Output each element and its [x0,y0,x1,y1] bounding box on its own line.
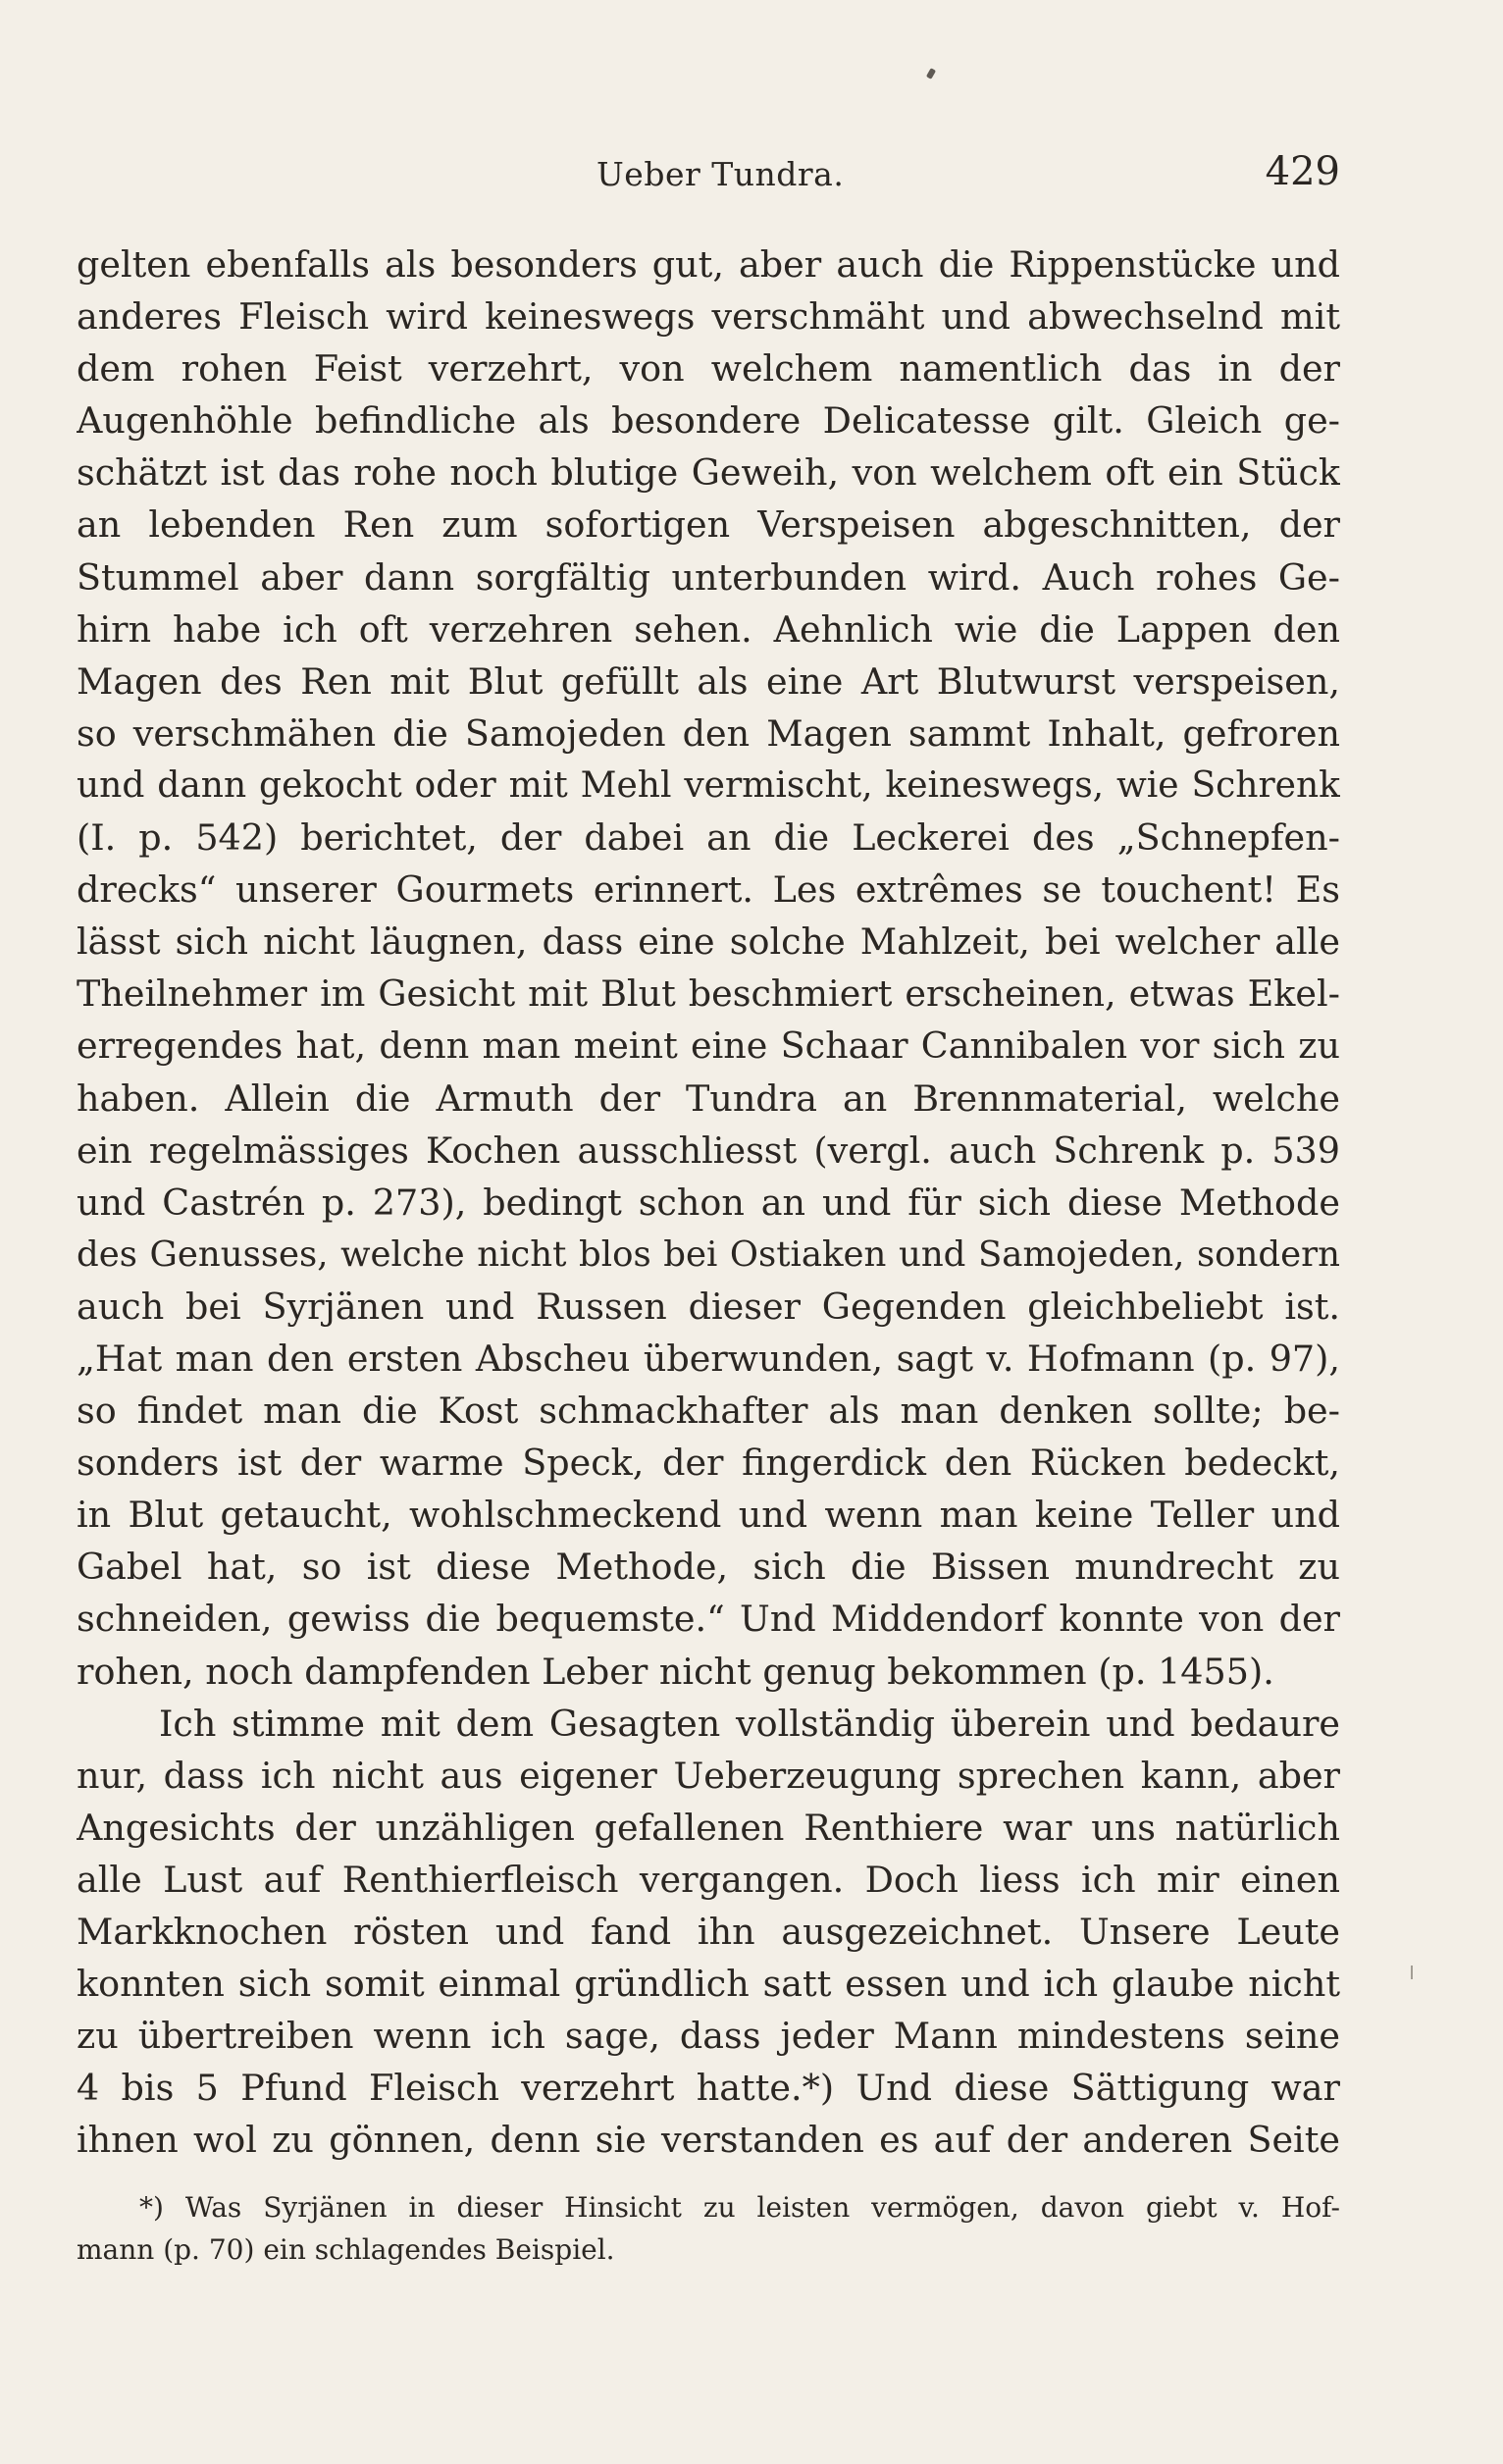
margin-mark [1411,1966,1413,1979]
ink-speck [926,68,936,79]
page-header [77,147,1340,198]
text-line: erregendes hat, denn man meint eine Schaar Cannibalen vor sich zu [77,1024,1340,1068]
text-line: und dann gekocht oder mit Mehl vermischt, keineswegs, wie Schrenk [77,764,1340,806]
text-line: Magen des Ren mit Blut gefüllt als eine Art Blutwurst verspeisen, [77,659,1340,703]
text-line: Markknochen rösten und fand ihn ausgezeichnet. Unsere Leute [77,1911,1340,1953]
text-line: so findet man die Kost schmackhafter als man denken sollte; be- [77,1389,1340,1433]
text-line: zu übertreiben wenn ich sage, dass jeder Mann mindestens seine [77,2015,1340,2058]
page-number: 429 [1265,149,1340,194]
text-line: an lebenden Ren zum sofortigen Verspeisen abgeschnitten, der [77,503,1340,547]
text-line: und Castrén p. 273), bedingt schon an und für sich diese Methode [77,1180,1340,1224]
text-line: in Blut getaucht, wohlschmeckend und wenn man keine Teller und [77,1494,1340,1537]
text-line: „Hat man den ersten Abscheu überwunden, sagt v. Hofmann (p. 97), [77,1337,1340,1380]
text-line: ihnen wol zu gönnen, denn sie verstanden es auf der anderen Seite [77,2119,1340,2162]
text-line: konnten sich somit einmal gründlich satt essen und ich glaube nicht [77,1963,1340,2006]
text-line: (I. p. 542) berichtet, der dabei an die Leckerei des „Schnepfen- [77,816,1340,860]
text-line: so verschmähen die Samojeden den Magen sammt Inhalt, gefroren [77,711,1340,755]
text-line: ein regelmässiges Kochen ausschliesst (vergl. auch Schrenk p. 539 [77,1128,1340,1172]
text-line: Ich stimme mit dem Gesagten vollständig überein und bedaure [159,1702,1340,1745]
text-line: schneiden, gewiss die bequemste.“ Und Middendorf konnte von der [77,1598,1340,1641]
running-title: Ueber Tundra. [596,155,845,193]
text-line: anderes Fleisch wird keineswegs verschmäht und abwechselnd mit [77,295,1340,339]
text-line: sonders ist der warme Speck, der fingerdick den Rücken bedeckt, [77,1442,1340,1485]
text-line: dem rohen Feist verzehrt, von welchem namentlich das in der [77,347,1340,391]
footnote-separator [77,2184,1340,2185]
text-line: Gabel hat, so ist diese Methode, sich die Bissen mundrecht zu [77,1546,1340,1589]
footnote-line: mann (p. 70) ein schlagendes Beispiel. [77,2233,615,2266]
text-line: hirn habe ich oft verzehren sehen. Aehnlich wie die Lappen den [77,607,1340,651]
text-line: rohen, noch dampfenden Leber nicht genug bekommen (p. 1455). [77,1650,1274,1693]
text-line: 4 bis 5 Pfund Fleisch verzehrt hatte.*) Und diese Sättigung war [77,2067,1340,2110]
body-text [77,238,1340,2166]
text-line: drecks“ unserer Gourmets erinnert. Les extrêmes se touchent! Es [77,868,1340,912]
text-line: Theilnehmer im Gesicht mit Blut beschmiert erscheinen, etwas Ekel- [77,972,1340,1016]
text-line: schätzt ist das rohe noch blutige Geweih, von welchem oft ein Stück [77,451,1340,495]
text-line: nur, dass ich nicht aus eigener Ueberzeugung sprechen kann, aber [77,1754,1340,1797]
text-line: gelten ebenfalls als besonders gut, aber auch die Rippenstücke und [77,243,1340,286]
text-line: haben. Allein die Armuth der Tundra an Brennmaterial, welche [77,1076,1340,1120]
footnote-line: *) Was Syrjänen in dieser Hinsicht zu leisten vermögen, davon giebt v. Hof- [139,2191,1340,2224]
text-line: Augenhöhle befindliche als besondere Delicatesse gilt. Gleich ge- [77,399,1340,443]
text-line: alle Lust auf Renthierfleisch vergangen. Doch liess ich mir einen [77,1858,1340,1901]
text-line: Stummel aber dann sorgfältig unterbunden wird. Auch rohes Ge- [77,555,1340,599]
text-line: Angesichts der unzähligen gefallenen Renthiere war uns natürlich [77,1806,1340,1849]
text-line: auch bei Syrjänen und Russen dieser Gegenden gleichbeliebt ist. [77,1284,1340,1328]
text-line: lässt sich nicht läugnen, dass eine solche Mahlzeit, bei welcher alle [77,920,1340,964]
footnotes [77,2186,1340,2271]
text-line: des Genusses, welche nicht blos bei Ostiaken und Samojeden, sondern [77,1233,1340,1275]
